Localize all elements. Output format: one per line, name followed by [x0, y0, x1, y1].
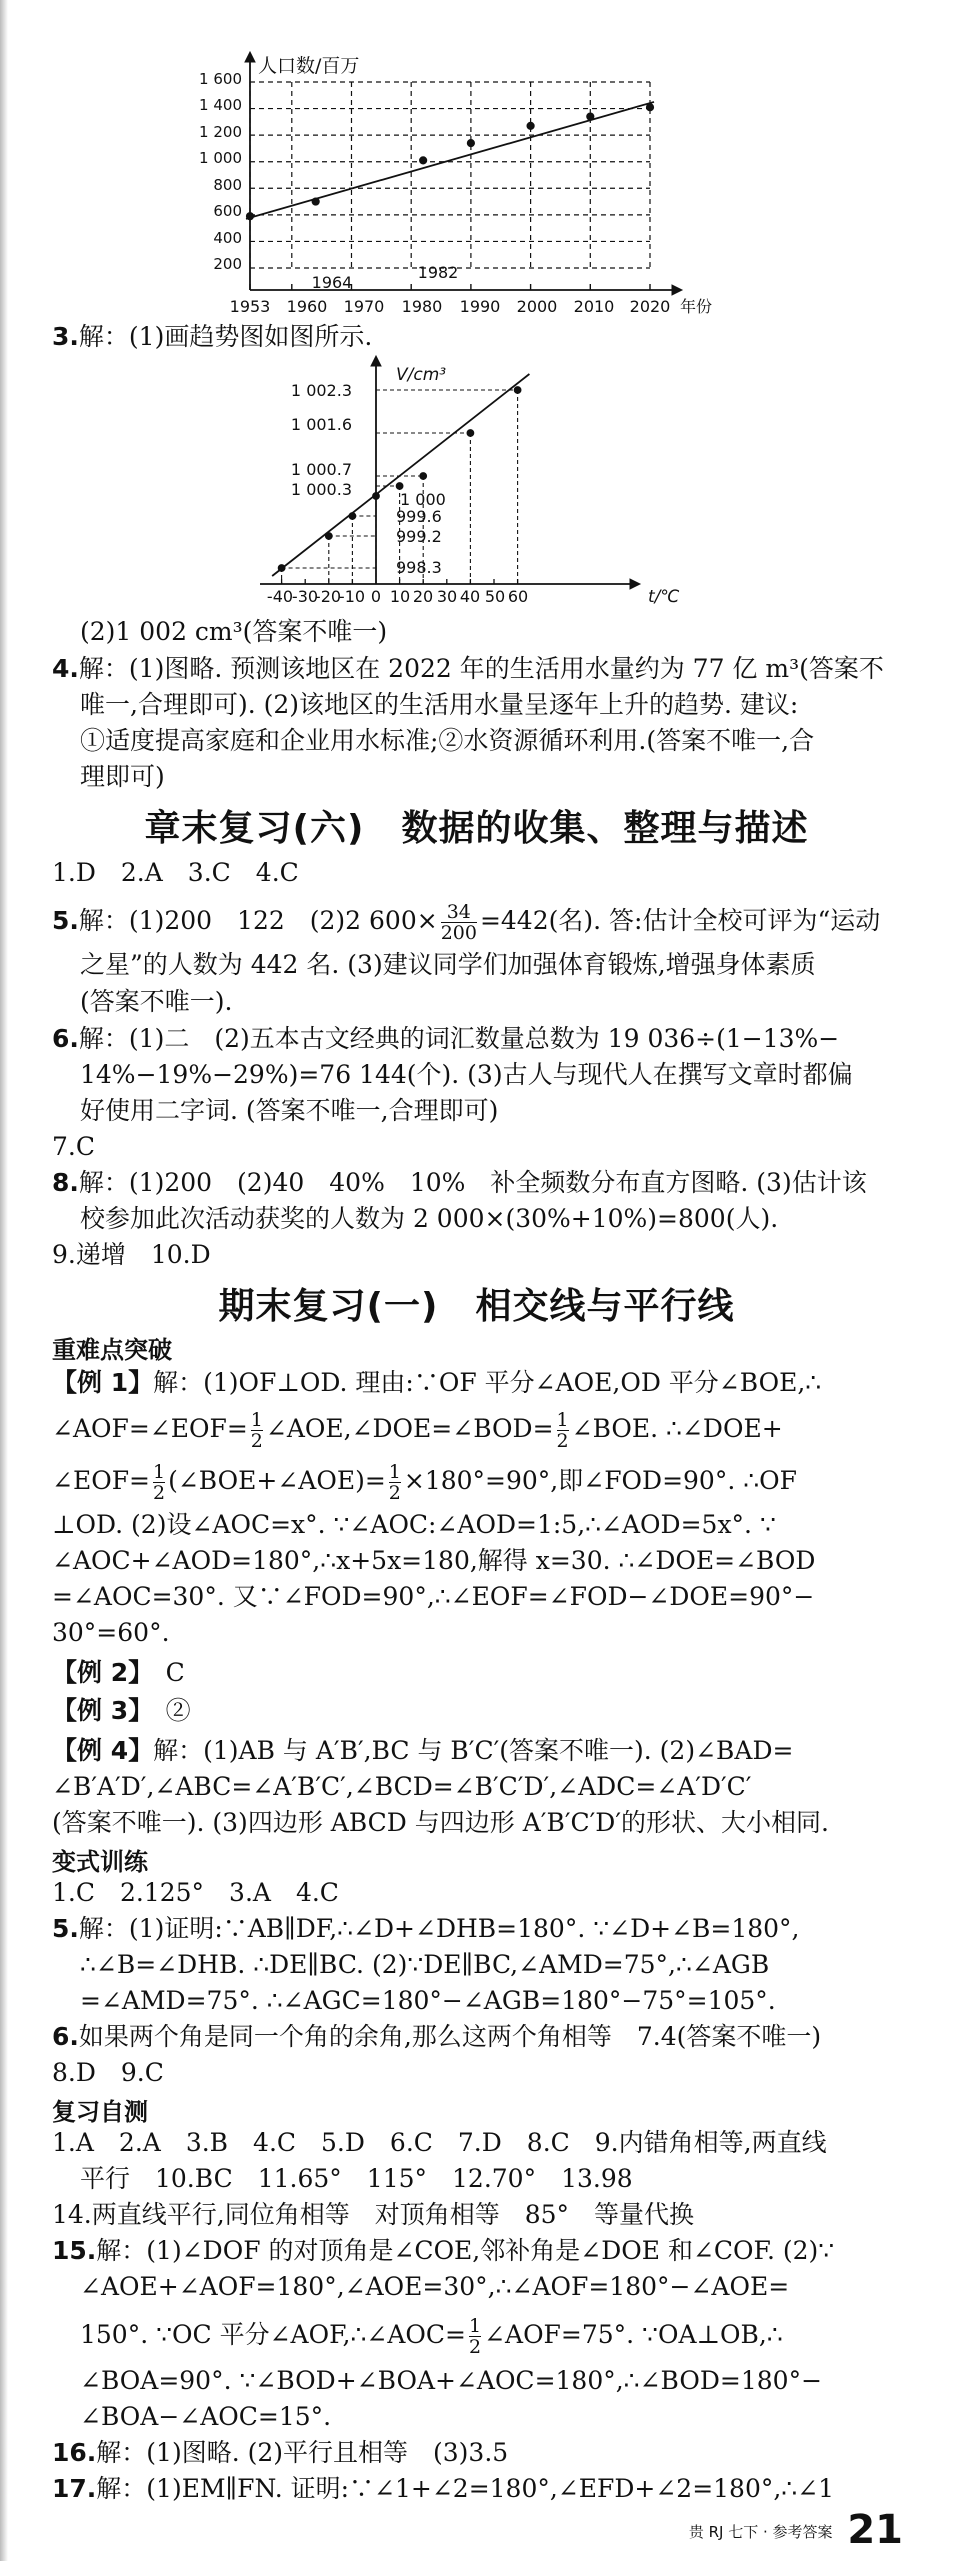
ch6-answer-8-line: 校参加此次活动获奖的人数为 2 000×(30%+10%)=800(人).	[80, 1204, 779, 1233]
example-1-line: ∠EOF= $\frac{1}{2}$ (∠BOE+∠AOE)= $\frac{1}{2}$ ×180°=90°,即∠FOD=90°. ∴OF	[52, 1461, 797, 1504]
section-variant-training: 变式训练	[52, 1848, 148, 1876]
final-review-heading: 期末复习(一) 相交线与平行线	[218, 1286, 735, 1327]
selftest-answer-15-line: ∠BOA=90°. ∵∠BOD+∠BOA+∠AOC=180°,∴∠BOD=180°−	[80, 2366, 823, 2395]
selftest-answer-14: 14.两直线平行,同位角相等 对顶角相等 85° 等量代换	[52, 2200, 695, 2229]
chart1-ytick: 200	[213, 255, 242, 273]
chart1-ytick: 1 000	[199, 149, 242, 167]
chart2-point	[514, 387, 521, 394]
selftest-answer-17: 17.解：(1)EM∥FN. 证明:∵∠1+∠2=180°,∠EFD+∠2=180°,∴∠1	[52, 2474, 835, 2503]
chart1-xticks	[230, 297, 671, 316]
chart2-xtick: 50	[484, 587, 506, 606]
chart2-xtick: 60	[507, 587, 529, 606]
variant-answers-1-4: 1.C 2.125° 3.A 4.C	[52, 1878, 339, 1907]
page-number: 21	[847, 2507, 903, 2553]
ch6-answers-1-4: 1.D 2.A 3.C 4.C	[52, 858, 299, 887]
ch6-answers-9-10: 9.递增 10.D	[52, 1240, 211, 1269]
page-footer	[689, 2507, 903, 2553]
selftest-answer-16: 16.解：(1)图略. (2)平行且相等 (3)3.5	[52, 2438, 509, 2467]
example-1-line: ∠AOF=∠EOF= $\frac{1}{2}$ ∠AOE,∠DOE=∠BOD= $\frac{1}{2}$ ∠BOE. ∴∠DOE+	[52, 1409, 783, 1452]
ch6-answer-7: 7.C	[52, 1132, 95, 1161]
chart1-ytick: 800	[213, 176, 242, 194]
section-self-test: 复习自测	[52, 2098, 148, 2126]
selftest-answers-1-9: 1.A 2.A 3.B 4.C 5.D 6.C 7.D 8.C 9.内错角相等,两直线	[52, 2128, 827, 2157]
chart2-ytick: 1 000.3	[290, 480, 352, 499]
chart2-x-arrow	[630, 579, 640, 589]
example-4-line: (答案不唯一). (3)四边形 ABCD 与四边形 A′B′C′D′的形状、大小相同.	[52, 1808, 829, 1837]
ch6-answer-6: 6.解：(1)二 (2)五本古文经典的词汇数量总数为 19 036÷(1−13%−	[52, 1024, 840, 1053]
chart1-point	[467, 140, 474, 147]
chart2-ytick: 999.2	[396, 527, 442, 546]
chart1-ytick: 1 600	[199, 70, 242, 88]
chart2-xtick: -40	[266, 587, 294, 606]
chart2-ytick: 1 001.6	[290, 415, 352, 434]
chart1-x-arrow	[672, 285, 682, 295]
chart1-point	[420, 157, 427, 164]
chart1-yticks	[199, 70, 242, 273]
chart1-xtick: 2020	[629, 297, 671, 316]
chart1-ytick: 1 400	[199, 96, 242, 114]
chart2-point	[420, 473, 427, 480]
chart1-point	[587, 113, 594, 120]
chart1-ytick: 400	[213, 229, 242, 247]
ch6-answer-6-line: 14%−19%−29%)=76 144(个). (3)古人与现代人在撰写文章时都偏	[80, 1060, 853, 1089]
chart2-xtick: -10	[338, 587, 366, 606]
example-4: 【例 4】解：(1)AB 与 A′B′,BC 与 B′C′(答案不唯一). (2)∠BAD=	[52, 1736, 794, 1765]
volume-temperature-chart	[220, 350, 720, 608]
chart2-xtick: 20	[412, 587, 434, 606]
chart1-xtick: 1990	[459, 297, 501, 316]
selftest-answer-15-line: ∠AOE+∠AOF=180°,∠AOE=30°,∴∠AOF=180°−∠AOE=	[80, 2272, 790, 2301]
selftest-answer-15: 15.解：(1)∠DOF 的对顶角是∠COE,邻补角是∠DOE 和∠COF. (2)∵	[52, 2236, 835, 2265]
chart2-ytick: 1 002.3	[290, 381, 352, 400]
ch6-answer-5: 5.解：(1)200 122 (2)2 600× $\frac{34}{200}$ =442(名). 答:估计全校可评为“运动	[52, 901, 881, 944]
variant-answer-5: 5.解：(1)证明:∵AB∥DF,∴∠D+∠DHB=180°. ∵∠D+∠B=180°,	[52, 1914, 800, 1943]
chart1-xtick: 2010	[573, 297, 615, 316]
answer-3-part2: (2)1 002 cm³(答案不唯一)	[80, 617, 388, 646]
chart1-y-arrow	[245, 52, 255, 62]
chart1-xtick: 1980	[401, 297, 443, 316]
example-4-line: ∠B′A′D′,∠ABC=∠A′B′C′,∠BCD=∠B′C′D′,∠ADC=∠A′D′C′	[52, 1772, 752, 1801]
chart2-xunit: t/℃	[648, 587, 680, 607]
example-1-line: 30°=60°.	[52, 1618, 170, 1647]
selftest-answers-10-13: 平行 10.BC 11.65° 115° 12.70° 13.98	[80, 2164, 633, 2193]
chart2-ytick: 1 000	[400, 490, 446, 509]
chart1-xtick: 1960	[286, 297, 328, 316]
answer-3: 3.解：(1)画趋势图如图所示.	[52, 322, 373, 351]
chart2-ylabel: V/cm³	[396, 365, 447, 385]
chart2-ytick: 998.3	[396, 558, 442, 577]
answer-4: 4.解：(1)图略. 预测该地区在 2022 年的生活用水量约为 77 亿 m³(答案不	[52, 654, 884, 683]
chart1-xtick: 2000	[516, 297, 558, 316]
population-chart	[180, 46, 740, 326]
chart2-xtick: 30	[436, 587, 458, 606]
chart2-y-arrow	[371, 356, 381, 366]
chart1-ytick: 600	[213, 202, 242, 220]
answer-4-line: 理即可)	[80, 762, 165, 791]
chart1-annotation: 1982	[417, 263, 459, 282]
footer-label: 贵 RJ 七下 · 参考答案	[688, 2523, 833, 2541]
ch6-answer-5-line: (答案不唯一).	[80, 987, 233, 1016]
example-1-line: ⊥OD. (2)设∠AOC=x°. ∵∠AOC:∠AOD=1:5,∴∠AOD=5x°. ∵	[52, 1510, 776, 1539]
selftest-answer-15-line: 150°. ∵OC 平分∠AOF,∴∠AOC= $\frac{1}{2}$ ∠AOF=75°. ∵OA⊥OB,∴	[80, 2315, 783, 2358]
chart1-point	[246, 213, 253, 220]
example-1-line: ∠AOC+∠AOD=180°,∴x+5x=180,解得 x=30. ∴∠DOE=∠BOD	[52, 1546, 816, 1575]
variant-answer-5-line: ∴∠B=∠DHB. ∴DE∥BC. (2)∵DE∥BC,∠AMD=75°,∴∠AGB	[80, 1950, 770, 1979]
answer-4-line: ①适度提高家庭和企业用水标准;②水资源循环利用.(答案不唯一,合	[80, 726, 815, 755]
chart2-xtick: -20	[314, 587, 342, 606]
variant-answer-6-7: 6.如果两个角是同一个角的余角,那么这两个角相等 7.4(答案不唯一)	[52, 2022, 822, 2051]
chart2-point	[467, 430, 474, 437]
selftest-answer-15-line: ∠BOA−∠AOC=15°.	[80, 2402, 332, 2431]
chart1-point	[646, 104, 653, 111]
chart1-annotation: 1964	[311, 273, 353, 292]
ch6-answer-6-line: 好使用二字词. (答案不唯一,合理即可)	[80, 1096, 499, 1125]
section-key-points: 重难点突破	[52, 1336, 172, 1364]
chart2-point	[396, 483, 403, 490]
example-2: 【例 2】 C	[52, 1658, 185, 1687]
ch6-answer-5-line: 之星”的人数为 442 名. (3)建议同学们加强体育锻炼,增强身体素质	[80, 950, 816, 979]
chart1-xtick: 1953	[229, 297, 271, 316]
variant-answers-8-9: 8.D 9.C	[52, 2058, 164, 2087]
chart1-point	[527, 122, 534, 129]
chapter-heading: 章末复习(六) 数据的收集、整理与描述	[144, 808, 809, 849]
ch6-answer-8: 8.解：(1)200 (2)40 40% 10% 补全频数分布直方图略. (3)估计该	[52, 1168, 867, 1197]
chart2-xtick: 0	[370, 587, 382, 606]
chart1-xunit: 年份	[680, 297, 713, 316]
chart2-xtick: 10	[389, 587, 411, 606]
chart2-ytick: 999.6	[396, 507, 442, 526]
chart2-xtick: 40	[459, 587, 481, 606]
example-3: 【例 3】 ②	[52, 1696, 191, 1725]
chart1-ytick: 1 200	[199, 123, 242, 141]
example-1-line: =∠AOC=30°. 又∵∠FOD=90°,∴∠EOF=∠FOD−∠DOE=90°−	[52, 1582, 815, 1611]
chart1-xtick: 1970	[343, 297, 385, 316]
chart2-xtick: -30	[291, 587, 319, 606]
chart1-ylabel: 人口数/百万	[258, 55, 360, 77]
answer-4-line: 唯一,合理即可). (2)该地区的生活用水量呈逐年上升的趋势. 建议:	[80, 690, 799, 719]
chart2-ytick: 1 000.7	[290, 460, 352, 479]
variant-answer-5-line: =∠AMD=75°. ∴∠AGC=180°−∠AGB=180°−75°=105°.	[80, 1986, 776, 2015]
chart1-point	[312, 198, 319, 205]
example-1: 【例 1】解：(1)OF⊥OD. 理由:∵OF 平分∠AOE,OD 平分∠BOE,∴	[52, 1368, 822, 1397]
